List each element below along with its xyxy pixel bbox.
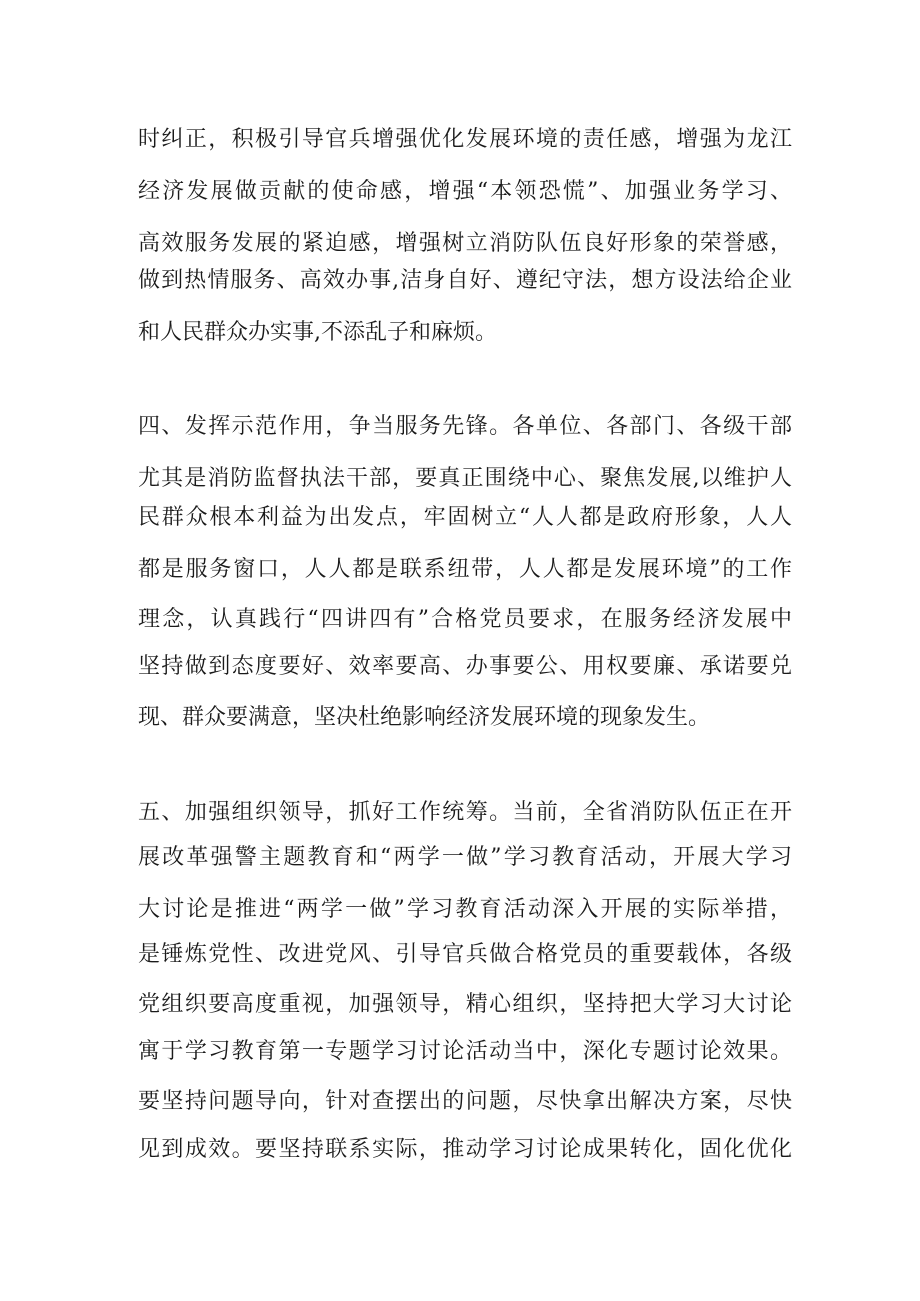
text-line: 大讨论是推进“两学一做”学习教育活动深入开展的实际举措， [138, 897, 792, 922]
text-line: 展改革强警主题教育和“两学一做”学习教育活动，开展大学习 [138, 845, 792, 870]
text-line: 见到成效。要坚持联系实际，推动学习讨论成果转化，固化优化 [138, 1137, 792, 1162]
text-line: 现、群众要满意，坚决杜绝影响经济发展环境的现象发生。 [138, 705, 711, 730]
text-line: 经济发展做贡献的使命感，增强“本领恐慌”、加强业务学习、 [138, 179, 792, 204]
text-line: 是锤炼党性、改进党风、引导官兵做合格党员的重要载体，各级 [138, 942, 792, 967]
text-line: 要坚持问题导向，针对查摆出的问题，尽快拿出解决方案，尽快 [138, 1089, 792, 1114]
text-line: 党组织要高度重视，加强领导，精心组织，坚持把大学习大讨论 [138, 992, 792, 1017]
text-line: 都是服务窗口，人人都是联系纽带，人人都是发展环境”的工作 [138, 557, 792, 582]
text-line: 寓于学习教育第一专题学习讨论活动当中，深化专题讨论效果。 [138, 1039, 792, 1064]
text-line: 四、发挥示范作用，争当服务先锋。各单位、各部门、各级干部 [138, 414, 792, 439]
text-line: 和人民群众办实事,不添乱子和麻烦。 [138, 320, 497, 345]
text-line: 坚持做到态度要好、效率要高、办事要公、用权要廉、承诺要兑 [138, 654, 792, 679]
text-line: 尤其是消防监督执法干部，要真正围绕中心、聚焦发展,以维护人 [138, 466, 792, 491]
text-line: 高效服务发展的紧迫感，增强树立消防队伍良好形象的荣誉感， [138, 231, 792, 256]
text-line: 民群众根本利益为出发点，牢固树立“人人都是政府形象，人人 [138, 505, 792, 530]
text-line: 做到热情服务、高效办事,洁身自好、遵纪守法，想方设法给企业 [138, 268, 792, 293]
text-line: 理念，认真践行“四讲四有”合格党员要求，在服务经济发展中 [138, 607, 792, 632]
text-line: 时纠正，积极引导官兵增强优化发展环境的责任感，增强为龙江 [138, 127, 792, 152]
text-line: 五、加强组织领导，抓好工作统筹。当前，全省消防队伍正在开 [138, 800, 792, 825]
